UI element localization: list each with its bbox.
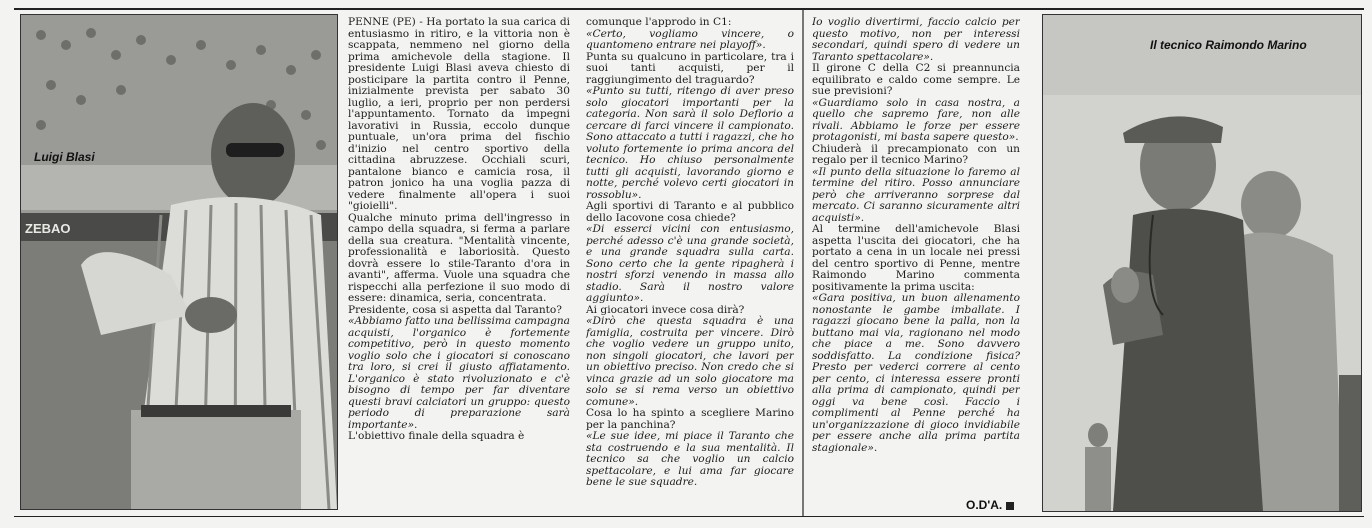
banner-text: ZEBAO — [25, 221, 71, 236]
col3-answer-3: «Il punto della situazione lo faremo al termine del ritiro. Posso annunciare però che arriveranno sorprese dal mercato. Ci saranno sicuramente altri acquisti». — [812, 165, 1020, 224]
col2-question-3: Ai giocatori invece cosa dirà? — [586, 303, 745, 316]
col2-answer-2: «Punto su tutti, ritengo di aver preso solo giocatori importanti per la categoria. Non sarà il solo Deflorio a cercare di farci vincere il campionato. Sono attaccato a tutti i ragazzi, che ho voluto fortemente io prima ancora del tecnico. Ho chiuso personalmente tutti gli acquisti, lavorando giorno e notte, perché volevo certi giocatori in rossoblu». — [586, 85, 794, 201]
author-signature-text: O.D'A. — [966, 498, 1003, 512]
col2-question-1: Punta su qualcuno in particolare, tra i suoi tanti acquisti, per il raggiungimento del traguardo? — [586, 50, 794, 86]
photo-raimondo-marino-image — [1043, 15, 1361, 511]
col3-answer-2: «Guardiamo solo in casa nostra, a quello che sapremo fare, non alle rivali. Abbiamo le forze per essere protagonisti, mi basta sapere questo». — [812, 96, 1020, 143]
top-rule — [14, 8, 1364, 10]
photo-luigi-blasi — [20, 14, 338, 510]
photo-luigi-blasi-image — [21, 15, 337, 509]
col2-question-2: Agli sportivi di Taranto e al pubblico dello Iacovone cosa chiede? — [586, 200, 794, 224]
col1-answer-1: «Abbiamo fatto una bellissima campagna acquisti, l'organico è fortemente competitivo, però in questo momento voglio solo che i giocatori si conoscano tra loro, si crei il giusto affiatamento. L'organico è stato rivoluzionato e c'è bisogno di tempo per far diventare questi bravi calciatori un gruppo: questo periodo di preparazione sarà importante». — [348, 315, 570, 431]
col3-answer-1: Io voglio divertirmi, faccio calcio per questo motivo, non per interessi secondari, quindi spero di vedere un Taranto spettacolare». — [812, 17, 1020, 63]
photo-raimondo-marino — [1042, 14, 1362, 512]
article-column-3 — [812, 17, 1020, 495]
article-column-1 — [348, 17, 570, 513]
col3-question-1: Il girone C della C2 si preannuncia equilibrato e caldo come sempre. Le sue previsioni? — [812, 62, 1020, 97]
col3-para-1: Al termine dell'amichevole Blasi aspetta l'uscita dei giocatori, che ha portato a cena in un locale nei pressi del centro sportivo di Penne, mentre Raimondo Marino commenta positivamente la prima uscita: — [812, 223, 1020, 293]
col1-para-2: Qualche minuto prima dell'ingresso in campo della squadra, si ferma a parlare della sua creatura. "Mentalità vincente, professionalità e laboriosità. Questo dovrà essere lo stile-Taranto d'ora in avanti", afferma. Vuole una squadra che rispecchi alla perfezione il suo modo di essere: dinamica, seria, concentrata. — [348, 211, 570, 304]
bottom-rule — [14, 516, 1364, 517]
article-column-2 — [586, 17, 794, 513]
col3-question-2: Chiuderà il precampionato con un regalo per il tecnico Marino? — [812, 142, 1020, 166]
column-divider — [802, 10, 804, 516]
end-square-icon — [1006, 502, 1014, 510]
col3-answer-4: «Gara positiva, un buon allenamento nonostante le gambe imballate. I ragazzi giocano bene la palla, non la buttano mai via, ragionano nel modo che piace a me. Sono davvero soddisfatto. La condizione fisica? Presto per vederci correre al cento per cento, ci interessa essere pronti alla prima di campionato, quindi per oggi va bene così. Faccio i complimenti al Penne perché ha un'organizzazione di gioco invidiabile per essere anche alla prima partita stagionale». — [812, 292, 1020, 454]
author-signature — [966, 498, 1014, 512]
col2-question-4: Cosa lo ha spinto a scegliere Marino per la panchina? — [586, 407, 794, 431]
col2-answer-4: «Dirò che questa squadra è una famiglia, costruita per vincere. Dirò che voglio vedere un gruppo unito, non singoli giocatori, che lavori per un obiettivo preciso. Non credo che si vinca grazie ad un solo giocatore ma solo se si rema verso un obiettivo comune». — [586, 315, 794, 408]
col1-question-1: Presidente, cosa si aspetta dal Taranto? — [348, 303, 562, 316]
col2-para-1: comunque l'approdo in C1: — [586, 17, 732, 28]
caption-raimondo-marino: Il tecnico Raimondo Marino — [1150, 38, 1307, 52]
caption-luigi-blasi: Luigi Blasi — [34, 150, 95, 164]
col1-para-3: L'obiettivo finale della squadra è — [348, 430, 525, 442]
col2-answer-5: «Le sue idee, mi piace il Taranto che sta costruendo e la sua mentalità. Il tecnico sa che voglio un calcio spettacolare, e lui ama far giocare bene le sue squadre. — [586, 430, 794, 488]
col1-para-1: PENNE (PE) - Ha portato la sua carica di entusiasmo in ritiro, e la vittoria non è scappata, nemmeno nel giorno della prima amichevole della stagione. Il presidente Luigi Blasi aveva chiesto di posticipare la partita contro il Penne, inizialmente prevista per sabato 30 luglio, a ieri, proprio per non perdersi l'appuntamento. Tornato da impegni lavorativi in Russia, eccolo dunque puntuale, un'ora prima del fischio d'inizio nel centro sportivo della cittadina abruzzese. Occhiali scuri, pantalone bianco e camicia rosa, il patron jonico ha una voglia pazza di vedere finalmente all'opera i suoi "gioielli". — [348, 17, 570, 212]
col2-answer-3: «Di esserci vicini con entusiasmo, perché adesso c'è una grande società, e una grande squadra sulla carta. Sono certo che la gente ripagherà i nostri sforzi venendo in massa allo stadio. Sarà il nostro valore aggiunto». — [586, 223, 794, 304]
col2-answer-1: «Certo, vogliamo vincere, o quantomeno entrare nei playoff». — [586, 27, 794, 51]
